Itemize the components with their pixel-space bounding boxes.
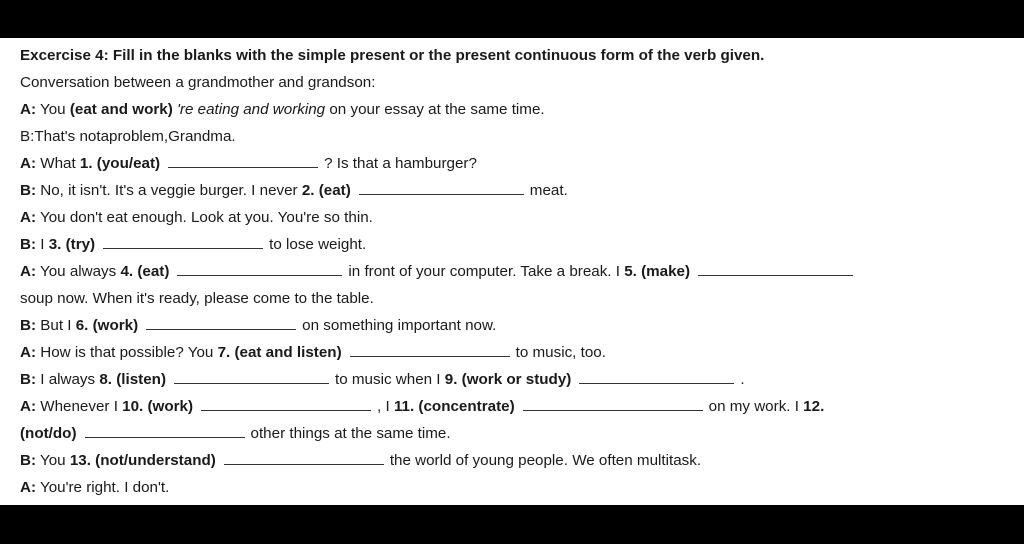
answer-blank-11[interactable] <box>523 397 703 411</box>
dialogue-line: B: You 13. (not/understand) the world of young people. We often multitask. <box>20 452 702 469</box>
dialogue-line: A: You're right. I don't. <box>20 479 170 496</box>
answer-blank-13[interactable] <box>224 451 384 465</box>
answer-blank-6[interactable] <box>146 316 296 330</box>
dialogue-line: A: Whenever I 10. (work) , I 11. (concentrate) on my work. I 12. <box>20 398 825 415</box>
dialogue-line: soup now. When it's ready, please come to the table. <box>20 290 374 307</box>
answer-blank-12[interactable] <box>85 424 245 438</box>
dialogue-line: B:That's notaproblem,Grandma. <box>20 128 236 145</box>
dialogue-line: A: You don't eat enough. Look at you. You're so thin. <box>20 209 373 226</box>
answer-blank-4[interactable] <box>177 262 342 276</box>
dialogue-line: A: How is that possible? You 7. (eat and listen) to music, too. <box>20 344 606 361</box>
dialogue-line: A: You always 4. (eat) in front of your computer. Take a break. I 5. (make) <box>20 262 984 282</box>
answer-blank-1[interactable] <box>168 154 318 168</box>
worksheet <box>0 38 1024 505</box>
exercise-title: Excercise 4: Fill in the blanks with the simple present or the present continuous form of the verb given. <box>20 47 765 64</box>
answer-blank-3[interactable] <box>103 235 263 249</box>
dialogue-line: B: I always 8. (listen) to music when I 9. (work or study) . <box>20 371 745 388</box>
dialogue-line: A: What 1. (you/eat) ? Is that a hamburger? <box>20 155 477 172</box>
dialogue-line: B: No, it isn't. It's a veggie burger. I never 2. (eat) meat. <box>20 182 568 199</box>
answer-blank-2[interactable] <box>359 181 524 195</box>
dialogue-line: B: I 3. (try) to lose weight. <box>20 236 367 253</box>
answer-blank-5[interactable] <box>698 262 853 276</box>
answer-blank-9[interactable] <box>579 370 734 384</box>
answer-blank-7[interactable] <box>350 343 510 357</box>
dialogue-line: (not/do) other things at the same time. <box>20 425 451 442</box>
answer-blank-8[interactable] <box>174 370 329 384</box>
answer-blank-10[interactable] <box>201 397 371 411</box>
intro-text: Conversation between a grandmother and grandson: <box>20 74 376 91</box>
dialogue-line: B: But I 6. (work) on something important now. <box>20 317 497 334</box>
dialogue-line: A: You (eat and work) 're eating and working on your essay at the same time. <box>20 101 545 118</box>
